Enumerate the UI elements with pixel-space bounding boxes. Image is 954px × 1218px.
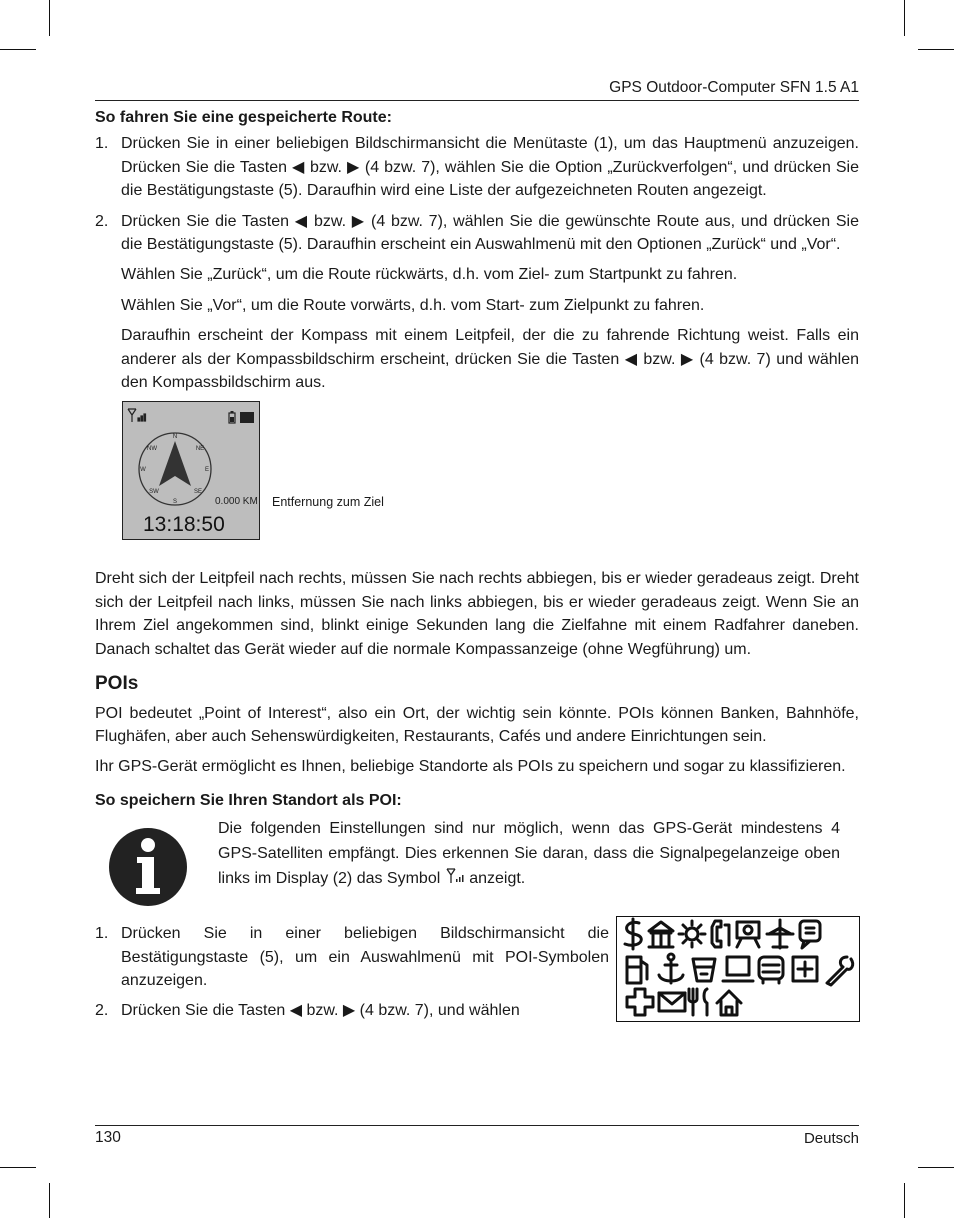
crop-mark bbox=[0, 49, 36, 50]
paragraph-forward: Wählen Sie „Vor“, um die Route vorwärts, d.h. vom Start- zum Zielpunkt zu fahren. bbox=[121, 296, 705, 314]
bank-icon bbox=[649, 922, 673, 947]
crop-mark bbox=[918, 49, 954, 50]
compass-label-n: N bbox=[172, 434, 178, 441]
figure-caption: Entfernung zum Ziel bbox=[272, 495, 384, 510]
note-text-main: Die folgenden Einstellungen sind nur möglich, wenn das GPS-Gerät mindestens 4 GPS-Satelliten empfängt. Dies erkennen Sie daran, dass die Signalpegelanzeige oben links im Display (2) das Symbol bbox=[218, 820, 840, 888]
poi-steps-block bbox=[95, 922, 859, 1040]
paragraph-arrow-behaviour: Dreht sich der Leitpfeil nach rechts, müssen Sie nach rechts abbiegen, bis er wieder geradeaus zeigt. Dreht sich der Leitpfeil nach links, müssen Sie nach links abbiegen, bis er wieder geradeaus zeigt. Wenn Sie an Ihrem Ziel angekommen sind, blinkt einige Sekunden lang die Zielfahne mit einem Radfahrer daneben. Danach schaltet das Gerät wieder auf die normale Kompassanzeige (ohne Wegführung) um. bbox=[95, 570, 859, 658]
camera-icon bbox=[737, 922, 759, 947]
page-content bbox=[95, 106, 859, 1040]
anchor-icon bbox=[659, 954, 683, 983]
bus-icon bbox=[759, 957, 783, 983]
crop-mark bbox=[0, 1167, 36, 1168]
compass-label-nw: NW bbox=[147, 446, 157, 453]
restaurant-icon bbox=[689, 989, 707, 1015]
phone-icon bbox=[712, 921, 729, 947]
compass-label-se: SE bbox=[193, 489, 203, 496]
list-item bbox=[95, 132, 859, 202]
step-number: 2. bbox=[95, 212, 109, 230]
crop-mark bbox=[918, 1167, 954, 1168]
crop-mark bbox=[904, 1183, 905, 1218]
info-note bbox=[95, 816, 859, 912]
compass-label-w: W bbox=[140, 467, 146, 474]
note-text-end: anzeigt. bbox=[469, 870, 526, 888]
monitor-icon bbox=[723, 957, 753, 981]
page-header bbox=[95, 78, 859, 101]
sun-icon bbox=[679, 921, 705, 947]
compass-figure bbox=[95, 401, 859, 553]
step-number: 1. bbox=[95, 135, 109, 153]
page-number: 130 bbox=[95, 1129, 121, 1146]
hospital-icon bbox=[793, 957, 817, 981]
crop-mark bbox=[49, 1183, 50, 1218]
compass-label-e: E bbox=[204, 467, 210, 474]
header-title: GPS Outdoor-Computer SFN 1.5 A1 bbox=[609, 79, 859, 96]
section-heading-pois: POIs bbox=[95, 673, 139, 695]
section-heading-route: So fahren Sie eine gespeicherte Route: bbox=[95, 109, 392, 126]
compass-label-ne: NE bbox=[195, 446, 205, 453]
list-item bbox=[95, 999, 609, 1022]
airplane-icon bbox=[767, 920, 793, 948]
device-display bbox=[122, 401, 260, 540]
step-number: 1. bbox=[95, 925, 109, 943]
paragraph-compass: Daraufhin erscheint der Kompass mit einem Leitpfeil, der die zu fahrende Richtung weist. Falls ein anderer als der Kompassbildschirm erscheint, drücken Sie die Tasten ◀ bzw. ▶ (4 bzw. 7) und wählen den Kompassbildschirm aus. bbox=[121, 327, 859, 392]
signal-icon bbox=[128, 409, 146, 422]
mail-icon bbox=[659, 993, 685, 1011]
page-footer bbox=[95, 1125, 859, 1147]
poi-symbols-display bbox=[616, 916, 860, 1022]
info-icon bbox=[109, 828, 187, 906]
paragraph-poi-definition: POI bedeutet „Point of Interest“, also ein Ort, der wichtig sein könnte. POIs können Banken, Bahnhöfe, Flughäfen, aber auch Sehenswürdigkeiten, Restaurants, Cafés und andere Einrichtungen sein. bbox=[95, 704, 859, 745]
cup-icon bbox=[693, 959, 715, 981]
distance-readout: 0.000 KM bbox=[215, 496, 258, 508]
step-text: Drücken Sie in einer beliebigen Bildschirmansicht die Bestätigungstaste (5), um ein Auswahlmenü mit POI-Symbolen anzuzeigen. bbox=[121, 925, 609, 989]
wrench-icon bbox=[827, 957, 853, 985]
battery-icon bbox=[229, 411, 254, 423]
fuel-icon bbox=[627, 957, 647, 983]
home-icon bbox=[717, 991, 741, 1015]
step-text: Drücken Sie die Tasten ◀ bzw. ▶ (4 bzw. 7), und wählen bbox=[121, 1002, 520, 1020]
first-aid-icon bbox=[627, 989, 653, 1015]
list-item bbox=[95, 922, 609, 992]
compass-display-svg bbox=[123, 402, 259, 539]
compass-label-s: S bbox=[172, 499, 178, 506]
signal-strength-icon bbox=[445, 867, 465, 885]
route-steps bbox=[95, 132, 859, 256]
list-item bbox=[95, 210, 859, 257]
poi-steps bbox=[95, 922, 609, 1030]
compass-label-sw: SW bbox=[149, 489, 159, 496]
step-text: Drücken Sie die Tasten ◀ bzw. ▶ (4 bzw. 7), wählen Sie die gewünschte Route aus, und drücken Sie die Bestätigungstaste (5). Daraufhin erscheint ein Auswahlmenü mit den Optionen „Zurück“ und „Vor“. bbox=[121, 212, 859, 254]
crop-mark bbox=[904, 0, 905, 36]
crop-mark bbox=[49, 0, 50, 36]
section-heading-save-poi: So speichern Sie Ihren Standort als POI: bbox=[95, 791, 402, 809]
step-number: 2. bbox=[95, 1002, 109, 1020]
poi-step-list bbox=[95, 922, 609, 1023]
step-text: Drücken Sie in einer beliebigen Bildschirmansicht die Menütaste (1), um das Hauptmenü anzuzeigen. Drücken Sie die Tasten ◀ bzw. ▶ (4 bzw. 7), wählen Sie die Option „Zurückverfolgen“, und drücken Sie die Bestätigungstaste (5). Daraufhin wird eine Liste der aufgezeichneten Routen angezeigt. bbox=[121, 135, 859, 200]
footer-language: Deutsch bbox=[803, 1130, 859, 1147]
time-readout: 13:18:50 bbox=[143, 513, 225, 537]
paragraph-poi-classify: Ihr GPS-Gerät ermöglicht es Ihnen, beliebige Standorte als POIs zu speichern und sogar zu klassifizieren. bbox=[95, 758, 846, 776]
note-text bbox=[218, 816, 840, 891]
paragraph-back: Wählen Sie „Zurück“, um die Route rückwärts, d.h. vom Ziel- zum Startpunkt zu fahren. bbox=[121, 266, 738, 284]
info-point-icon bbox=[800, 921, 820, 948]
dollar-icon bbox=[625, 919, 641, 949]
compass-arrow bbox=[159, 441, 191, 486]
